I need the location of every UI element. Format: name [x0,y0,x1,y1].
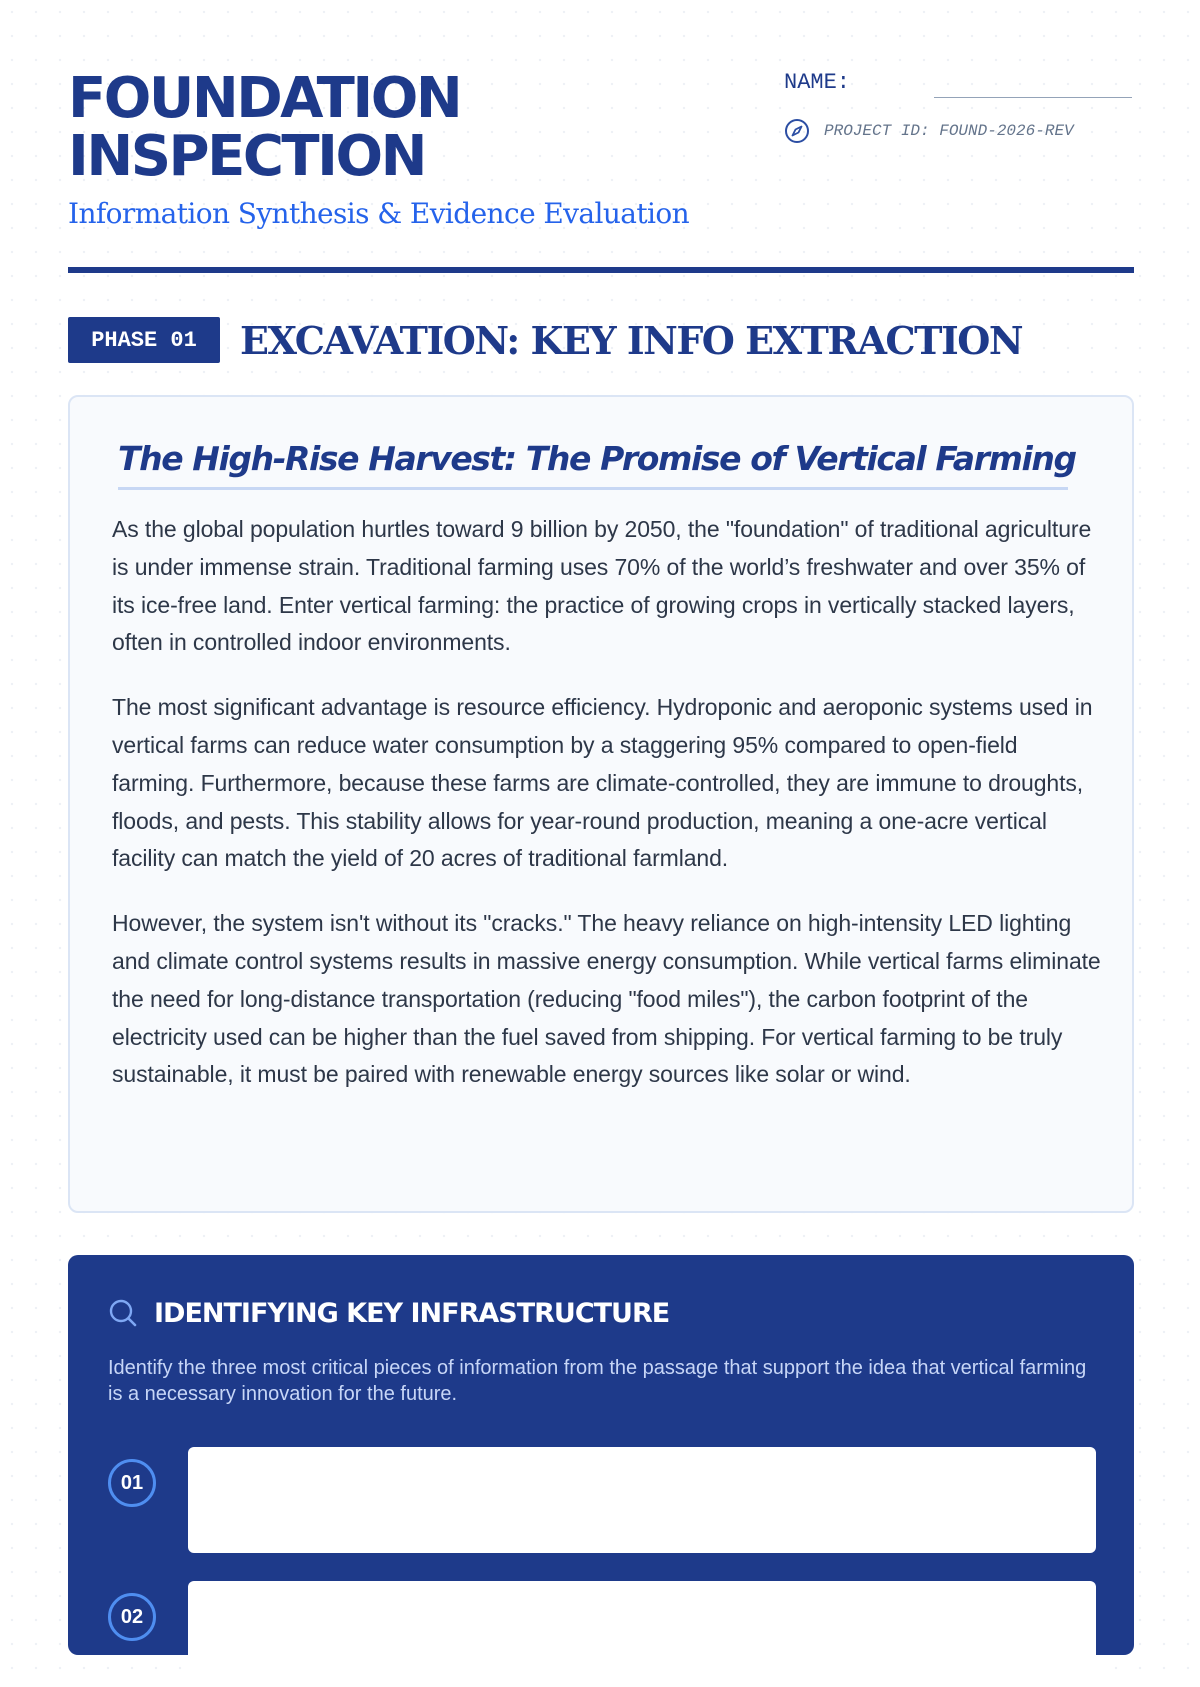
answer-number-1: 01 [108,1459,156,1507]
header-divider [68,267,1134,273]
panel-header [108,1295,669,1331]
passage-title: The High-Rise Harvest: The Promise of Vertical Farming [118,439,1076,478]
key-infrastructure-panel [68,1255,1134,1655]
answer-input-2[interactable] [188,1581,1096,1687]
answer-number-2: 02 [108,1593,156,1641]
panel-instructions: Identify the three most critical pieces of information from the passage that support the idea that vertical farming is a necessary innovation for the future. [108,1357,1087,1405]
phase-heading [68,317,1134,365]
passage-paragraph-3: However, the system isn't without its "cracks." The heavy reliance on high-intensity LED lighting and climate control systems results in massive energy consumption. While vertical farms eliminate the need for long-distance transportation (reducing "food miles"), the carbon footprint of the electricity used can be higher than the fuel saved from shipping. For vertical farming to be truly sustainable, it must be paired with renewable energy sources like solar or wind. [112,910,1101,1088]
name-row [784,66,1134,102]
name-input[interactable] [934,68,1132,98]
reading-passage [68,395,1134,1213]
phase-badge: PHASE 01 [68,317,220,363]
answer-input-1[interactable] [188,1447,1096,1553]
title-line-2: INSPECTION [68,124,425,189]
passage-paragraph-2: The most significant advantage is resource efficiency. Hydroponic and aeroponic systems used in vertical farms can reduce water consumption by a staggering 95% compared to open-field farming. Furthermore, because these farms are climate-controlled, they are immune to droughts, floods, and pests. This stability allows for year-round production, meaning a one-acre vertical facility can match the yield of 20 acres of traditional farmland. [112,694,1093,872]
passage-body [112,511,1102,1121]
compass-icon [784,118,810,144]
answer-row-1 [108,1447,1098,1553]
name-label: NAME: [784,70,851,95]
worksheet-page [68,0,1134,1628]
page-title [68,66,461,189]
worksheet-header [68,0,1134,275]
phase-title: EXCAVATION: KEY INFO EXTRACTION [240,318,1023,363]
page-subtitle: Information Synthesis & Evidence Evaluation [68,197,690,230]
passage-paragraph-1: As the global population hurtles toward 9 billion by 2050, the "foundation" of traditional agriculture is under immense strain. Traditional farming uses 70% of the world’s freshwater and over 35% of its ice-free land. Enter vertical farming: the practice of growing crops in vertically stacked layers, often in controlled indoor environments. [112,516,1092,656]
answer-row-2 [108,1581,1098,1687]
passage-title-underline [118,487,1068,490]
title-line-1: FOUNDATION [68,66,461,131]
search-icon [108,1298,138,1328]
project-id-row [784,116,1074,146]
panel-title: IDENTIFYING KEY INFRASTRUCTURE [154,1297,670,1329]
project-id: PROJECT ID: FOUND-2026-REV [824,122,1074,140]
